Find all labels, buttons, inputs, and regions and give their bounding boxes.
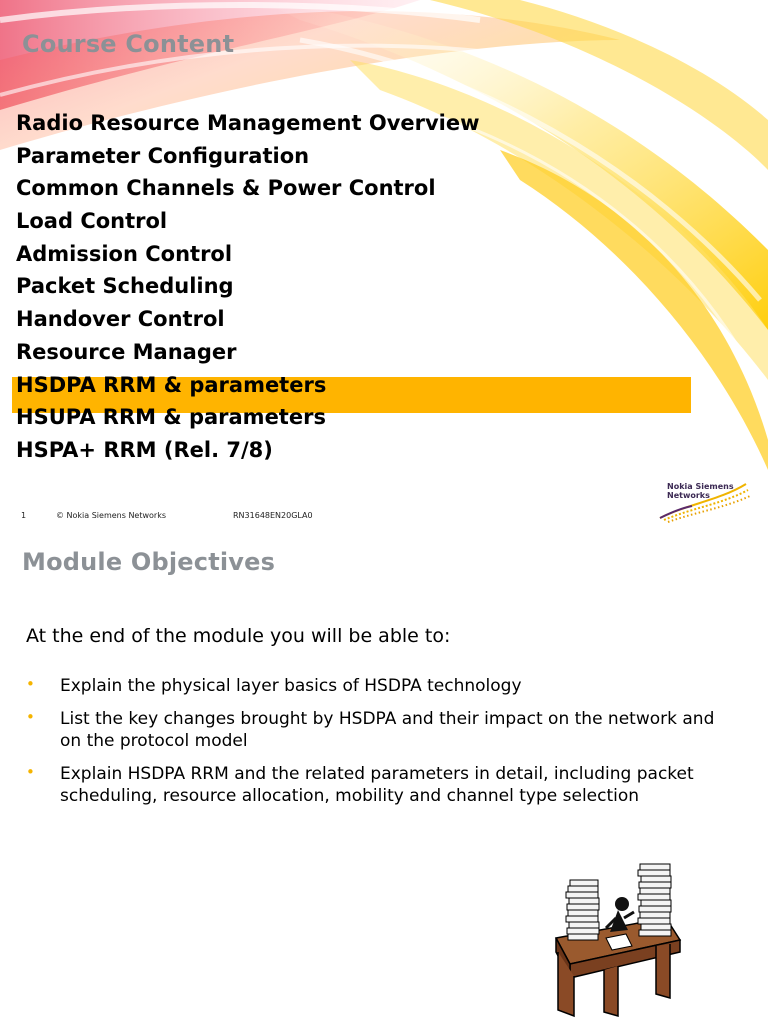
objectives-list bbox=[26, 675, 726, 818]
agenda-item-current: HSUPA RRM & parameters bbox=[16, 405, 326, 430]
bullet-icon: • bbox=[26, 763, 35, 781]
objective-item bbox=[26, 708, 726, 752]
agenda-item: Resource Manager bbox=[16, 339, 237, 364]
agenda-item: Admission Control bbox=[16, 241, 233, 266]
agenda-item: Parameter Configuration bbox=[16, 143, 310, 168]
slide-module-objectives bbox=[0, 530, 768, 1024]
desk-with-paper-stacks-icon bbox=[548, 860, 688, 1020]
objectives-intro: At the end of the module you will be able to: bbox=[26, 625, 451, 647]
agenda-item-current: HSDPA RRM & parameters bbox=[16, 372, 327, 397]
agenda-item: Common Channels & Power Control bbox=[16, 176, 436, 201]
footer-doc-code: RN31648EN20GLA0 bbox=[233, 511, 313, 520]
bullet-icon: • bbox=[26, 675, 35, 693]
objective-text: List the key changes brought by HSDPA and their impact on the network and on the protocol model bbox=[60, 709, 715, 751]
logo-line1: Nokia Siemens bbox=[667, 482, 734, 491]
logo-swoosh-icon bbox=[658, 480, 754, 524]
nokia-siemens-logo bbox=[658, 480, 754, 524]
bullet-icon: • bbox=[26, 708, 35, 726]
slide-title: Course Content bbox=[22, 30, 235, 58]
agenda-item: Packet Scheduling bbox=[16, 274, 234, 299]
slide-title: Module Objectives bbox=[22, 548, 276, 576]
agenda-item: Handover Control bbox=[16, 307, 225, 332]
logo-line2: Networks bbox=[667, 491, 710, 500]
agenda-item: Load Control bbox=[16, 209, 168, 234]
agenda-item: HSPA+ RRM (Rel. 7/8) bbox=[16, 437, 273, 462]
footer-copyright: © Nokia Siemens Networks bbox=[56, 511, 167, 520]
objective-item bbox=[26, 763, 726, 807]
objective-text: Explain the physical layer basics of HSDPA technology bbox=[60, 676, 522, 696]
agenda-item: Radio Resource Management Overview bbox=[16, 111, 480, 135]
agenda-list bbox=[16, 107, 480, 467]
objective-text: Explain HSDPA RRM and the related parameters in detail, including packet scheduling, resource allocation, mobility and channel type selection bbox=[60, 764, 694, 806]
footer-page-number: 1 bbox=[21, 511, 27, 520]
objective-item bbox=[26, 675, 726, 697]
